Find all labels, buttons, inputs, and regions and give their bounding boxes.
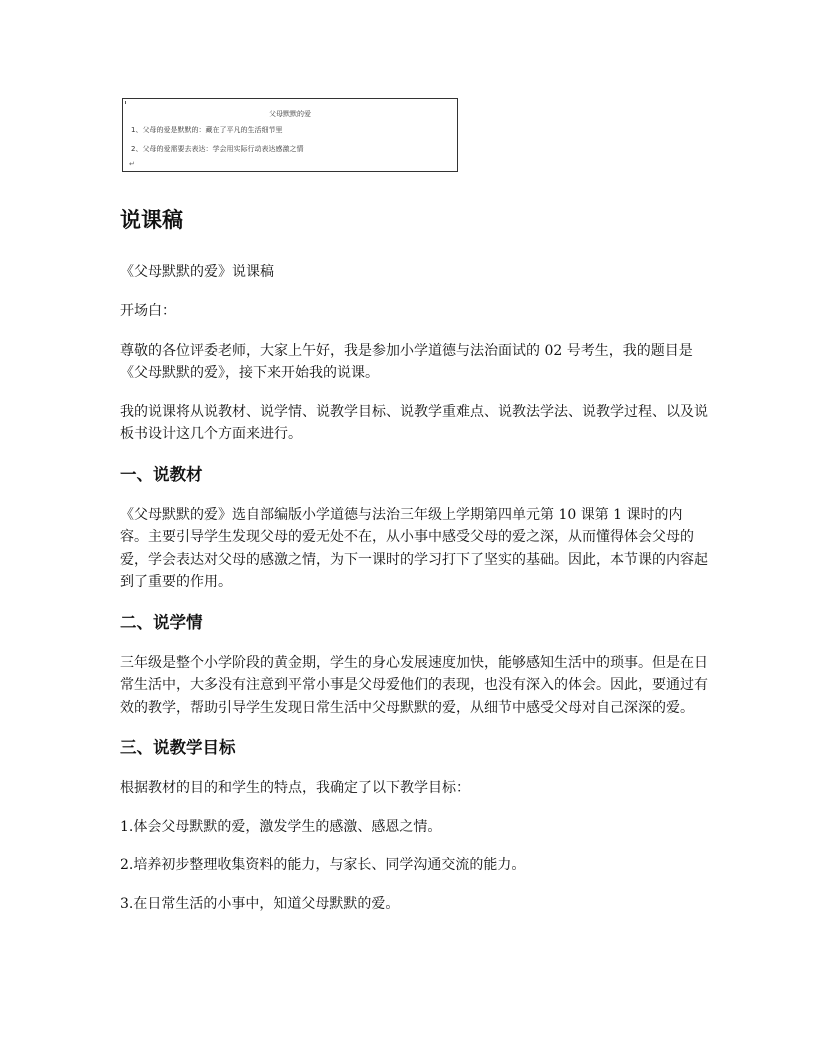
corner-mark: [125, 101, 129, 104]
opening-paragraph-2: 我的说课将从说教材、说学情、说教学目标、说教学重难点、说教法学法、说教学过程、以及说板书设计这几个方面来进行。: [120, 403, 708, 442]
document-subtitle: 《父母默默的爱》说课稿: [120, 264, 274, 280]
section-1-heading: 一、说教材: [120, 464, 203, 484]
section-3-heading: 三、说教学目标: [120, 738, 236, 757]
opening-label: 开场白：: [120, 303, 176, 319]
board-title: 父母默默的爱: [269, 110, 311, 118]
section-2-heading: 二、说学情: [120, 612, 203, 632]
document-body: [120, 200, 710, 915]
paragraph-mark: ↵: [129, 160, 135, 168]
board-line-1: 1、父母的爱是默默的：藏在了平凡的生活细节里: [131, 126, 283, 134]
goal-2: 2.培养初步整理收集资料的能力，与家长、同学沟通交流的能力。: [120, 857, 526, 873]
section-3-intro: 根据教材的目的和学生的特点，我确定了以下教学目标：: [120, 780, 470, 796]
section-1-text: 《父母默默的爱》选自部编版小学道德与法治三年级上学期第四单元第 10 课第 1 课时的内容。主要引导学生发现父母的爱无处不在，从小事中感受父母的爱之深，从而懂得体会父母的爱，学会表达对父母的感激之情，为下一课时的学习打下了坚实的基础。因此，本节课的内容起到了重要的作用。: [120, 506, 708, 590]
goal-1: 1.体会父母默默的爱，激发学生的感激、感恩之情。: [120, 818, 442, 835]
blackboard-design-thumbnail: [122, 98, 458, 172]
document-title: 说课稿: [120, 208, 183, 232]
opening-paragraph-1: 尊敬的各位评委老师，大家上午好，我是参加小学道德与法治面试的 02 号考生，我的题目是《父母默默的爱》，接下来开始我的说课。: [120, 342, 693, 381]
goal-3: 3.在日常生活的小事中，知道父母默默的爱。: [120, 895, 400, 912]
board-line-2: 2、父母的爱需要去表达：学会用实际行动表达感激之情: [131, 145, 304, 153]
section-2-text: 三年级是整个小学阶段的黄金期，学生的身心发展速度加快，能够感知生活中的琐事。但是在日常生活中，大多没有注意到平常小事是父母爱他们的表现，也没有深入的体会。因此，要通过有效的教学，帮助引导学生发现日常生活中父母默默的爱，从细节中感受父母对自己深深的爱。: [120, 654, 708, 716]
